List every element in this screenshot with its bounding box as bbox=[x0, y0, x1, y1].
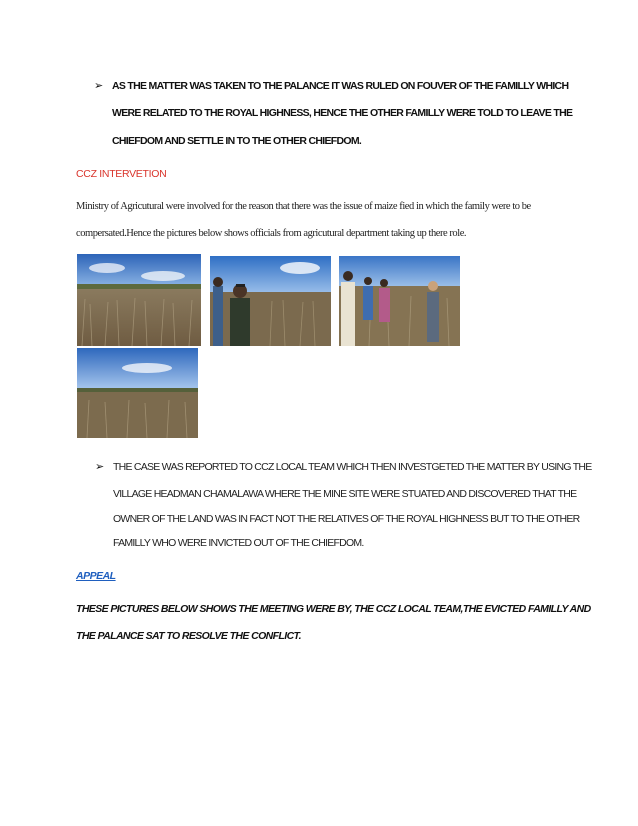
bullet2-line-1: THE CASE WAS REPORTED TO CCZ LOCAL TEAM WHICH THEN INVESTGETED THE MATTER BY USING THE bbox=[113, 461, 592, 473]
bullet1-line-3: CHIEFDOM AND SETTLE IN TO THE OTHER CHIEFDOM. bbox=[112, 135, 362, 147]
paragraph-line-1: Ministry of Agricutural were involved for the reason that there was the issue of maize fied in which the family were to be bbox=[76, 201, 531, 212]
paragraph-line-2: compersated.Hence the pictures below shows officials from agricutural department taking up there role. bbox=[76, 228, 467, 239]
photo-officials-group bbox=[339, 256, 460, 346]
photo-maize-field-2 bbox=[77, 348, 198, 438]
appeal-line-2: THE PALANCE SAT TO RESOLVE THE CONFLICT. bbox=[76, 630, 301, 642]
bullet2-line-4: FAMILLY WHO WERE INVICTED OUT OF THE CHIEFDOM. bbox=[113, 537, 364, 549]
section-heading-ccz-intervention: CCZ INTERVETION bbox=[76, 168, 167, 180]
bullet1-line-1: AS THE MATTER WAS TAKEN TO THE PALANCE IT WAS RULED ON FOUVER OF THE FAMILLY WHICH bbox=[112, 80, 569, 92]
bullet2-line-2: VILLAGE HEADMAN CHAMALAWA WHERE THE MINE SITE WERE STUATED AND DISCOVERED THAT THE bbox=[113, 488, 577, 500]
arrow-bullet-icon: ➢ bbox=[95, 460, 105, 473]
section-heading-appeal: APPEAL bbox=[76, 570, 116, 582]
bullet2-line-3: OWNER OF THE LAND WAS IN FACT NOT THE RELATIVES OF THE ROYAL HIGHNESS BUT TO THE OTHER bbox=[113, 513, 580, 525]
photo-maize-field-1 bbox=[77, 254, 201, 346]
bullet1-line-2: WERE RELATED TO THE ROYAL HIGHNESS, HENCE THE OTHER FAMILLY WERE TOLD TO LEAVE THE bbox=[112, 107, 573, 119]
arrow-bullet-icon: ➢ bbox=[94, 79, 104, 92]
photo-officials-field-1 bbox=[210, 256, 331, 346]
appeal-line-1: THESE PICTURES BELOW SHOWS THE MEETING WERE BY, THE CCZ LOCAL TEAM,THE EVICTED FAMILLY AND bbox=[76, 603, 591, 615]
